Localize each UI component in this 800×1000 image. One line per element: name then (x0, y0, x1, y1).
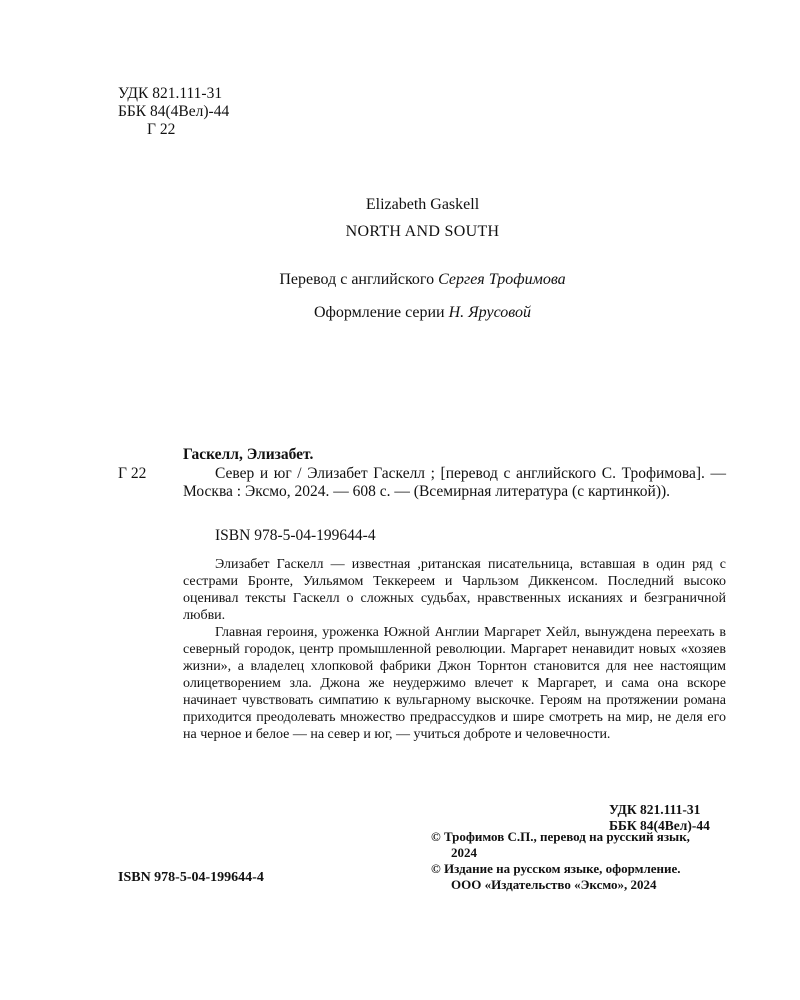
design-credit (0, 304, 800, 322)
translation-credit (0, 271, 800, 289)
book-title-english: NORTH AND SOUTH (345, 223, 500, 240)
copyright-translation: © Трофимов С.П., перевод на русский язык, (431, 829, 690, 844)
annotation (183, 556, 726, 743)
copyright-publisher: ООО «Издательство «Эксмо», 2024 (451, 877, 657, 892)
author-name-english: Elizabeth Gaskell (365, 196, 480, 213)
udk-code-footer: УДК 821.111-31 (609, 802, 701, 817)
bbk-code-footer: ББК 84(4Вел)-44 (609, 818, 710, 833)
copyright-edition: © Издание на русском языке, оформление. (431, 861, 681, 876)
design-prefix: Оформление серии (313, 304, 445, 321)
author-mark: Г 22 (147, 121, 176, 138)
annotation-paragraph: Главная героиня, уроженка Южной Англии Маргарет Хейл, вынуждена переехать в северный городок, центр промышленной революции. Маргарет ненавидит новых «хозяев жизни», а владелец хлопковой фабрики Джон Торнтон становится для нее настоящим олицетворением зла. Джона же неудержимо влечет к Маргарет, и сама она вскоре начинает чувствовать симпатию к вульгарному выскочке. Героям на протяжении романа приходится преодолевать множество предрассудков и шире смотреть на мир, не деля его на черное и белое — на север и юг, — учиться доброте и человечности. (183, 625, 726, 742)
isbn: ISBN 978-5-04-199644-4 (215, 527, 376, 544)
bibliographic-heading: Гаскелл, Элизабет. (183, 446, 314, 463)
isbn-footer: ISBN 978-5-04-199644-4 (118, 870, 264, 885)
udk-code: УДК 821.111-31 (118, 85, 223, 102)
translation-prefix: Перевод с английского (279, 271, 435, 288)
designer-name: Н. Ярусовой (448, 304, 532, 321)
copyright-block (431, 829, 690, 893)
copyright-translation-year: 2024 (451, 845, 477, 860)
bbk-code: ББК 84(4Вел)-44 (118, 103, 230, 120)
translator-name: Сергея Трофимова (438, 271, 566, 288)
bibliographic-description: Север и юг / Элизабет Гаскелл ; [перевод с английского С. Трофимова]. — Москва : Эксмо, 2024. — 608 с. — (Всемирная литература (с картинкой)). (183, 465, 726, 500)
bibliographic-author-mark: Г 22 (118, 465, 147, 482)
annotation-paragraph: Элизабет Гаскелл — известная ,ританская писательница, вставшая в один ряд с сестрами Бронте, Уильямом Теккереем и Чарльзом Диккенсом. Последний высоко оценивал тексты Гаскелл о сложных судьбах, нравственных исканиях и безграничной любви. (183, 557, 726, 623)
